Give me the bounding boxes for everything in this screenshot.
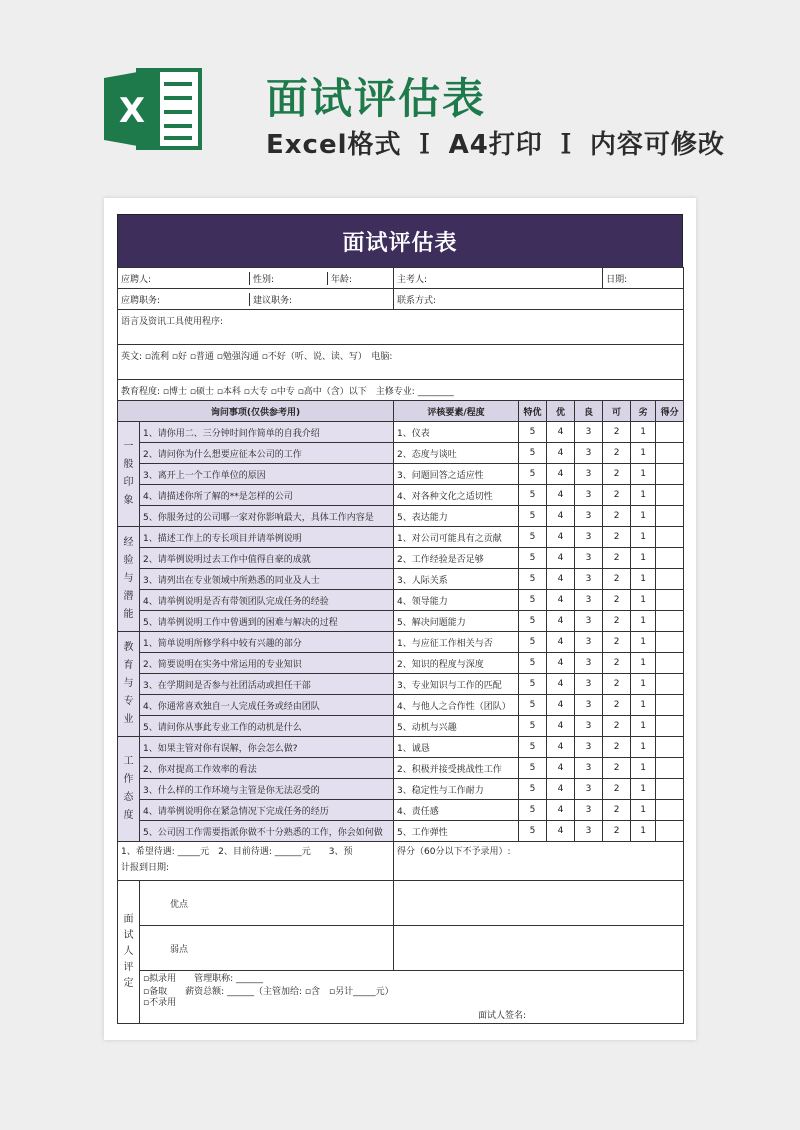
table-row [118,548,684,569]
table-row [118,737,684,758]
score-option[interactable]: 4 [547,422,575,443]
form-table [117,267,684,1024]
education-line[interactable]: 教育程度: ▫博士 ▫硕士 ▫本科 ▫大专 ▫中专 ▫高中（含）以下 主修专业: ________ [118,380,684,401]
score-input[interactable] [656,821,684,842]
score-input[interactable] [656,653,684,674]
score-option[interactable]: 4 [547,779,575,800]
factor-cell: 4、领导能力 [394,590,519,611]
column-header-row [118,401,684,422]
table-row [118,485,684,506]
score-option[interactable]: 2 [603,443,631,464]
score-option[interactable]: 5 [519,800,547,821]
score-input[interactable] [656,695,684,716]
excel-icon [104,64,204,154]
score-option[interactable]: 5 [519,422,547,443]
score-option[interactable]: 1 [631,611,656,632]
score-option[interactable]: 1 [631,485,656,506]
factor-cell: 2、态度与谈吐 [394,443,519,464]
score-option[interactable]: 3 [575,632,603,653]
page-subtitle: Excel格式 Ｉ A4打印 Ｉ 内容可修改 [266,130,725,160]
factor-cell: 2、积极并接受挑战性工作 [394,758,519,779]
col-pass: 可 [603,401,631,422]
factor-cell: 4、对各种文化之适切性 [394,485,519,506]
score-option[interactable]: 4 [547,800,575,821]
header-area [0,0,800,190]
factor-cell: 2、知识的程度与深度 [394,653,519,674]
table-row [118,506,684,527]
factor-cell: 2、工作经验是否足够 [394,548,519,569]
score-option[interactable]: 4 [547,674,575,695]
col-fair: 良 [575,401,603,422]
score-option[interactable]: 3 [575,485,603,506]
score-option[interactable]: 2 [603,821,631,842]
question-cell: 4、请描述你所了解的**是怎样的公司 [140,485,394,506]
table-row [118,443,684,464]
score-option[interactable]: 3 [575,611,603,632]
question-cell: 4、请举例说明你在紧急情况下完成任务的经历 [140,800,394,821]
score-input[interactable] [656,443,684,464]
score-input[interactable] [656,632,684,653]
score-option[interactable]: 1 [631,695,656,716]
score-option[interactable]: 5 [519,506,547,527]
score-input[interactable] [656,779,684,800]
score-option[interactable]: 4 [547,485,575,506]
factor-cell: 4、责任感 [394,800,519,821]
question-cell: 5、公司因工作需要指派你做不十分熟悉的工作，你会如何做 [140,821,394,842]
question-cell: 2、你对提高工作效率的看法 [140,758,394,779]
page-title: 面试评估表 [266,74,487,123]
score-option[interactable]: 3 [575,779,603,800]
score-option[interactable]: 1 [631,779,656,800]
score-option[interactable]: 4 [547,716,575,737]
table-row [118,632,684,653]
col-excellent: 特优 [519,401,547,422]
factor-cell: 5、表达能力 [394,506,519,527]
score-option[interactable]: 5 [519,653,547,674]
score-input[interactable] [656,674,684,695]
evaluation-form [117,214,683,1024]
score-option[interactable]: 5 [519,632,547,653]
score-option[interactable]: 5 [519,737,547,758]
score-option[interactable]: 2 [603,611,631,632]
score-option[interactable]: 2 [603,800,631,821]
score-option[interactable]: 1 [631,548,656,569]
table-row [118,653,684,674]
table-row [118,674,684,695]
score-option[interactable]: 1 [631,590,656,611]
score-option[interactable]: 5 [519,779,547,800]
examiner-field[interactable]: 主考人: [394,268,603,289]
score-option[interactable]: 2 [603,695,631,716]
question-cell: 4、你通常喜欢独自一人完成任务或经由团队 [140,695,394,716]
weaknesses-field[interactable] [394,926,684,971]
score-option[interactable]: 5 [519,674,547,695]
score-input[interactable] [656,590,684,611]
score-option[interactable]: 1 [631,632,656,653]
date-field[interactable]: 日期: [603,268,684,289]
score-option[interactable]: 4 [547,464,575,485]
evaluator-label: 面试人评定 [118,881,140,1024]
question-cell: 1、描述工作上的专长项目并请举例说明 [140,527,394,548]
score-option[interactable]: 3 [575,653,603,674]
question-cell: 5、你服务过的公司哪一家对你影响最大，具体工作内容是 [140,506,394,527]
score-option[interactable]: 2 [603,653,631,674]
score-option[interactable]: 3 [575,506,603,527]
score-option[interactable]: 5 [519,569,547,590]
score-summary[interactable]: 得分（60分以下不予录用）: [394,842,684,881]
score-option[interactable]: 3 [575,737,603,758]
factor-cell: 3、专业知识与工作的匹配 [394,674,519,695]
table-row [118,464,684,485]
score-option[interactable]: 4 [547,632,575,653]
question-cell: 5、请问你从事此专业工作的动机是什么 [140,716,394,737]
score-option[interactable]: 3 [575,569,603,590]
score-option[interactable]: 5 [519,527,547,548]
score-option[interactable]: 2 [603,548,631,569]
language-label: 语言及资讯工具使用程序: [118,310,684,345]
score-option[interactable]: 1 [631,674,656,695]
form-banner: 面试评估表 [117,214,683,267]
factor-cell: 1、对公司可能具有之贡献 [394,527,519,548]
score-option[interactable]: 4 [547,527,575,548]
score-option[interactable]: 1 [631,422,656,443]
category-label: 经验与潜能 [118,527,140,632]
question-cell: 4、请举例说明是否有带领团队完成任务的经验 [140,590,394,611]
score-option[interactable]: 1 [631,653,656,674]
score-option[interactable]: 1 [631,506,656,527]
score-option[interactable]: 2 [603,716,631,737]
score-option[interactable]: 2 [603,674,631,695]
score-input[interactable] [656,569,684,590]
score-option[interactable]: 5 [519,821,547,842]
score-option[interactable]: 1 [631,758,656,779]
table-row [118,569,684,590]
score-option[interactable]: 3 [575,422,603,443]
question-cell: 3、什么样的工作环境与主管是你无法忍受的 [140,779,394,800]
score-option[interactable]: 2 [603,422,631,443]
col-questions: 询问事项(仅供参考用) [118,401,394,422]
table-row [118,716,684,737]
score-option[interactable]: 3 [575,590,603,611]
col-good: 优 [547,401,575,422]
score-option[interactable]: 3 [575,527,603,548]
question-cell: 2、请举例说明过去工作中值得自豪的成就 [140,548,394,569]
score-option[interactable]: 1 [631,821,656,842]
signature-label: 面试人签名: [478,1011,527,1021]
category-label: 教育与专业 [118,632,140,737]
table-row [118,590,684,611]
strengths-label: 优点 [140,881,394,926]
score-option[interactable]: 1 [631,464,656,485]
score-input[interactable] [656,548,684,569]
score-option[interactable]: 1 [631,527,656,548]
decision-hire[interactable]: ▫拟录用 管理职称: ______ [140,971,684,985]
score-input[interactable] [656,422,684,443]
score-option[interactable]: 4 [547,653,575,674]
score-option[interactable]: 2 [603,590,631,611]
salary-field[interactable]: 1、希望待遇: _____元 2、目前待遇: ______元 3、预 计报到日期: [118,842,394,881]
category-label: 工作态度 [118,737,140,842]
score-option[interactable]: 5 [519,758,547,779]
question-cell: 1、请你用二、三分钟时间作简单的自我介绍 [140,422,394,443]
score-option[interactable]: 5 [519,443,547,464]
score-option[interactable]: 3 [575,758,603,779]
factor-cell: 5、解决问题能力 [394,611,519,632]
factor-cell: 3、稳定性与工作耐力 [394,779,519,800]
factor-cell: 3、问题回答之适应性 [394,464,519,485]
score-option[interactable]: 2 [603,464,631,485]
contact-field[interactable]: 联系方式: [394,289,684,310]
score-option[interactable]: 2 [603,485,631,506]
decision-reject[interactable]: ▫不录用 面试人签名: [140,997,684,1024]
score-input[interactable] [656,506,684,527]
english-line[interactable]: 英文: ▫流利 ▫好 ▫普通 ▫勉强沟通 ▫不好（听、说、读、写） 电脑: [118,345,684,380]
score-option[interactable]: 3 [575,716,603,737]
col-factors: 评核要素/程度 [394,401,519,422]
table-row [118,800,684,821]
score-option[interactable]: 5 [519,695,547,716]
score-option[interactable]: 3 [575,821,603,842]
table-row [118,527,684,548]
score-option[interactable]: 2 [603,527,631,548]
table-row [118,779,684,800]
score-option[interactable]: 1 [631,443,656,464]
question-cell: 3、请列出在专业领域中所熟悉的同业及人士 [140,569,394,590]
factor-cell: 1、仪表 [394,422,519,443]
score-option[interactable]: 4 [547,590,575,611]
score-option[interactable]: 5 [519,485,547,506]
score-input[interactable] [656,527,684,548]
score-option[interactable]: 5 [519,548,547,569]
score-option[interactable]: 3 [575,548,603,569]
score-option[interactable]: 2 [603,569,631,590]
score-input[interactable] [656,800,684,821]
factor-cell: 1、诚恳 [394,737,519,758]
table-row [118,695,684,716]
category-label: 一般印象 [118,422,140,527]
question-cell: 2、简要说明在实务中常运用的专业知识 [140,653,394,674]
logo-letter: X [118,91,146,131]
col-poor: 劣 [631,401,656,422]
score-option[interactable]: 3 [575,464,603,485]
score-option[interactable]: 2 [603,758,631,779]
score-option[interactable]: 5 [519,716,547,737]
score-option[interactable]: 1 [631,569,656,590]
score-option[interactable]: 3 [575,695,603,716]
score-option[interactable]: 4 [547,695,575,716]
score-option[interactable]: 2 [603,506,631,527]
question-cell: 2、请问你为什么想要应征本公司的工作 [140,443,394,464]
score-option[interactable]: 4 [547,758,575,779]
question-cell: 5、请举例说明工作中曾遇到的困难与解决的过程 [140,611,394,632]
score-option[interactable]: 4 [547,611,575,632]
score-input[interactable] [656,716,684,737]
score-input[interactable] [656,611,684,632]
table-row [118,422,684,443]
score-option[interactable]: 5 [519,611,547,632]
score-option[interactable]: 2 [603,632,631,653]
score-option[interactable]: 2 [603,737,631,758]
col-score: 得分 [656,401,684,422]
factor-cell: 5、动机与兴趣 [394,716,519,737]
score-option[interactable]: 2 [603,779,631,800]
question-cell: 1、简单说明所修学科中较有兴趣的部分 [140,632,394,653]
score-option[interactable]: 4 [547,569,575,590]
score-option[interactable]: 3 [575,443,603,464]
factor-cell: 4、与他人之合作性（团队） [394,695,519,716]
score-option[interactable]: 4 [547,443,575,464]
factor-cell: 5、工作弹性 [394,821,519,842]
table-row [118,821,684,842]
weaknesses-label: 弱点 [140,926,394,971]
question-cell: 3、在学期间是否参与社团活动或担任干部 [140,674,394,695]
position-field[interactable]: 应聘职务: 建议职务: [118,289,394,310]
score-option[interactable]: 1 [631,800,656,821]
decision-standby[interactable]: ▫备取 薪资总额: ______（主管加给: ▫含 ▫另计_____元） [140,984,684,997]
score-option[interactable]: 4 [547,737,575,758]
score-option[interactable]: 5 [519,590,547,611]
score-option[interactable]: 4 [547,821,575,842]
score-input[interactable] [656,464,684,485]
table-row [118,758,684,779]
score-option[interactable]: 4 [547,506,575,527]
score-option[interactable]: 4 [547,548,575,569]
question-cell: 3、离开上一个工作单位的原因 [140,464,394,485]
score-option[interactable]: 3 [575,674,603,695]
score-option[interactable]: 5 [519,464,547,485]
score-option[interactable]: 1 [631,716,656,737]
score-option[interactable]: 3 [575,800,603,821]
factor-cell: 1、与应征工作相关与否 [394,632,519,653]
score-option[interactable]: 1 [631,737,656,758]
score-input[interactable] [656,737,684,758]
strengths-field[interactable] [394,881,684,926]
applicant-field[interactable]: 应聘人: 性别: 年龄: [118,268,394,289]
table-row [118,611,684,632]
question-cell: 1、如果主管对你有误解，你会怎么做? [140,737,394,758]
score-input[interactable] [656,485,684,506]
factor-cell: 3、人际关系 [394,569,519,590]
score-input[interactable] [656,758,684,779]
